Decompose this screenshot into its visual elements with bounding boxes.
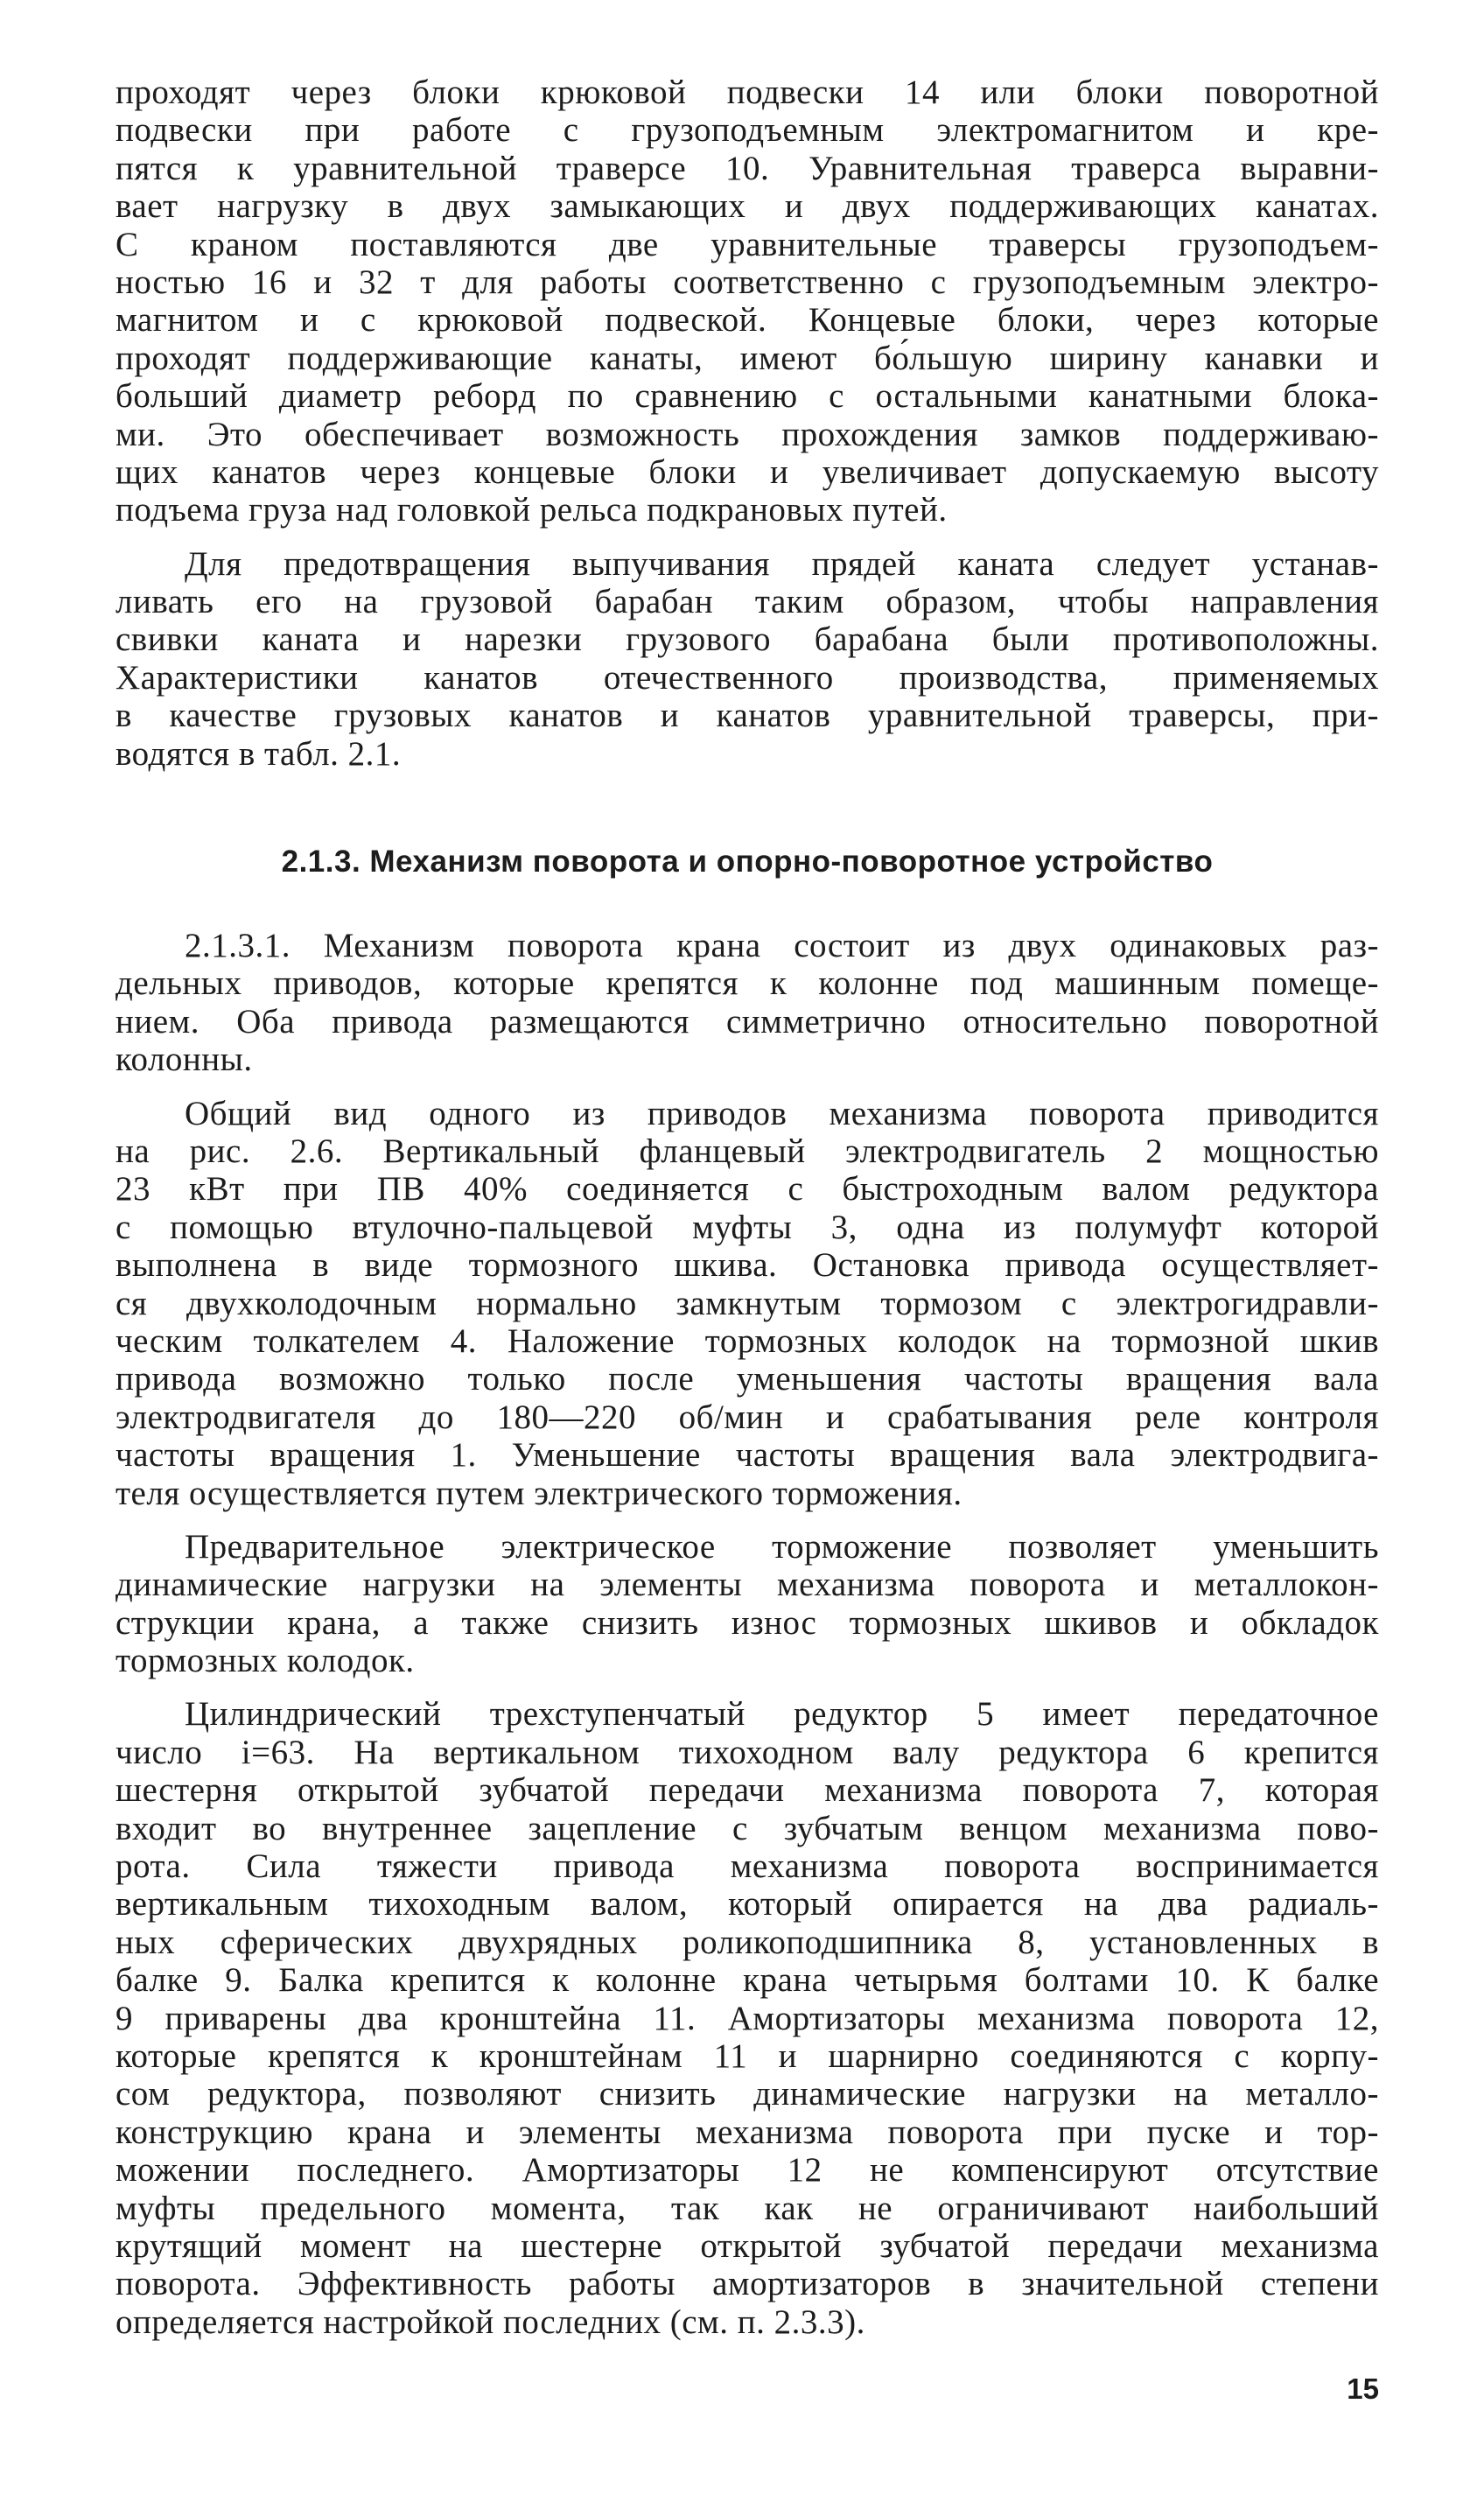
text-line: 2.1.3.1. Механизм поворота крана состоит из двух одинаковых раз- xyxy=(185,927,1379,965)
text-line: можении последнего. Амортизаторы 12 не компенсируют отсутствие xyxy=(116,2151,1379,2190)
text-line: дельных приводов, которые крепятся к колонне под машинным помеще- xyxy=(116,964,1379,1003)
text-line: проходят через блоки крюковой подвески 14 или блоки поворотной xyxy=(116,74,1379,111)
page-body xyxy=(116,74,1379,2341)
paragraph-gap xyxy=(116,1512,1379,1528)
text-line: подвески при работе с грузоподъемным электромагнитом и кре- xyxy=(116,111,1379,150)
text-line: ных сферических двухрядных роликоподшипника 8, установленных в xyxy=(116,1923,1379,1961)
page-number: 15 xyxy=(1347,2372,1379,2405)
text-line: вает нагрузку в двух замыкающих и двух поддерживающих канатах. xyxy=(116,187,1379,226)
paragraph-p3 xyxy=(116,927,1379,1079)
text-line: муфты предельного момента, так как не ограничивают наибольший xyxy=(116,2189,1379,2227)
text-line: водятся в табл. 2.1. xyxy=(116,734,402,773)
text-line: которые крепятся к кронштейнам 11 и шарнирно соединяются с корпу- xyxy=(116,2036,1379,2075)
text-block-before-heading xyxy=(116,74,1379,773)
text-line: проходят поддерживающие канаты, имеют бо́льшую ширину канавки и xyxy=(116,339,1379,377)
paragraph-p1 xyxy=(116,74,1379,529)
text-line: определяется настройкой последних (см. п. 2.3.3). xyxy=(116,2302,865,2341)
text-line: 9 приварены два кронштейна 11. Амортизаторы механизма поворота 12, xyxy=(116,1999,1379,2037)
text-line: поворота. Эффективность работы амортизаторов в значительной степени xyxy=(116,2265,1379,2303)
text-block-after-heading xyxy=(116,927,1379,2341)
text-line: теля осуществляется путем электрического торможения. xyxy=(116,1474,962,1512)
text-line: магнитом и с крюковой подвеской. Концевые блоки, через которые xyxy=(116,301,1379,340)
text-line: число i=63. На вертикальном тихоходном валу редуктора 6 крепится xyxy=(116,1733,1379,1771)
text-line: подъема груза над головкой рельса подкрановых путей. xyxy=(116,491,948,529)
text-line: Цилиндрический трехступенчатый редуктор 5 имеет передаточное xyxy=(185,1695,1379,1734)
text-line: выполнена в виде тормозного шкива. Остановка привода осуществляет- xyxy=(116,1246,1379,1285)
text-line: крутящий момент на шестерне открытой зубчатой передачи механизма xyxy=(116,2226,1379,2265)
text-line: пятся к уравнительной траверсе 10. Уравнительная траверса выравни- xyxy=(116,149,1379,187)
text-line: входит во внутреннее зацепление с зубчатым венцом механизма пово- xyxy=(116,1809,1379,1847)
text-line: конструкцию крана и элементы механизма поворота при пуске и тор- xyxy=(116,2113,1379,2151)
text-line: Для предотвращения выпучивания прядей каната следует устанав- xyxy=(185,544,1379,583)
text-line: тормозных колодок. xyxy=(116,1642,415,1680)
text-line: 23 кВт при ПВ 40% соединяется с быстроходным валом редуктора xyxy=(116,1170,1379,1209)
text-line: с помощью втулочно-пальцевой муфты 3, одна из полумуфт которой xyxy=(116,1208,1379,1246)
text-line: рота. Сила тяжести привода механизма поворота воспринимается xyxy=(116,1847,1379,1886)
text-line: ческим толкателем 4. Наложение тормозных колодок на тормозной шкив xyxy=(116,1321,1379,1360)
text-line: Предварительное электрическое торможение позволяет уменьшить xyxy=(185,1527,1379,1566)
text-line: балке 9. Балка крепится к колонне крана четырьмя болтами 10. К балке xyxy=(116,1961,1379,2000)
paragraph-gap xyxy=(116,1679,1379,1695)
text-line: на рис. 2.6. Вертикальный фланцевый электродвигатель 2 мощностью xyxy=(116,1132,1379,1170)
text-line: электродвигателя до 180—220 об/мин и срабатывания реле контроля xyxy=(116,1398,1379,1436)
text-line: частоты вращения 1. Уменьшение частоты вращения вала электродвига- xyxy=(116,1436,1379,1475)
paragraph-p6 xyxy=(116,1695,1379,2341)
section-heading: 2.1.3. Механизм поворота и опорно-поворотное устройство xyxy=(281,845,1214,880)
paragraph-gap xyxy=(116,1079,1379,1095)
text-line: свивки каната и нарезки грузового барабана были противоположны. xyxy=(116,620,1379,659)
paragraph-p5 xyxy=(116,1528,1379,1680)
text-line: ми. Это обеспечивает возможность прохождения замков поддерживаю- xyxy=(116,415,1379,453)
paragraph-p4 xyxy=(116,1095,1379,1512)
text-line: вертикальным тихоходным валом, который опирается на два радиаль- xyxy=(116,1885,1379,1924)
text-line: в качестве грузовых канатов и канатов уравнительной траверсы, при- xyxy=(116,697,1379,735)
text-line: ливать его на грузовой барабан таким образом, чтобы направления xyxy=(116,583,1379,621)
text-line: привода возможно только после уменьшения частоты вращения вала xyxy=(116,1360,1379,1398)
text-line: Общий вид одного из приводов механизма поворота приводится xyxy=(185,1094,1379,1132)
paragraph-p2 xyxy=(116,545,1379,773)
text-line: сом редуктора, позволяют снизить динамические нагрузки на металло- xyxy=(116,2075,1379,2113)
paragraph-gap xyxy=(116,529,1379,545)
text-line: ностью 16 и 32 т для работы соответственно с грузоподъемным электро- xyxy=(116,263,1379,301)
text-line: нием. Оба привода размещаются симметрично относительно поворотной xyxy=(116,1002,1379,1041)
text-line: струкции крана, а также снизить износ тормозных шкивов и обкладок xyxy=(116,1603,1379,1642)
text-line: колонны. xyxy=(116,1041,253,1079)
text-line: динамические нагрузки на элементы механизма поворота и металлокон- xyxy=(116,1566,1379,1604)
text-line: С краном поставляются две уравнительные траверсы грузоподъем- xyxy=(116,225,1379,263)
text-line: щих канатов через концевые блоки и увеличивает допускаемую высоту xyxy=(116,452,1379,491)
text-line: Характеристики канатов отечественного производства, применяемых xyxy=(116,658,1379,697)
text-line: ся двухколодочным нормально замкнутым тормозом с электрогидравли- xyxy=(116,1284,1379,1322)
text-line: больший диаметр реборд по сравнению с остальными канатными блока- xyxy=(116,377,1379,416)
text-line: шестерня открытой зубчатой передачи механизма поворота 7, которая xyxy=(116,1771,1379,1810)
